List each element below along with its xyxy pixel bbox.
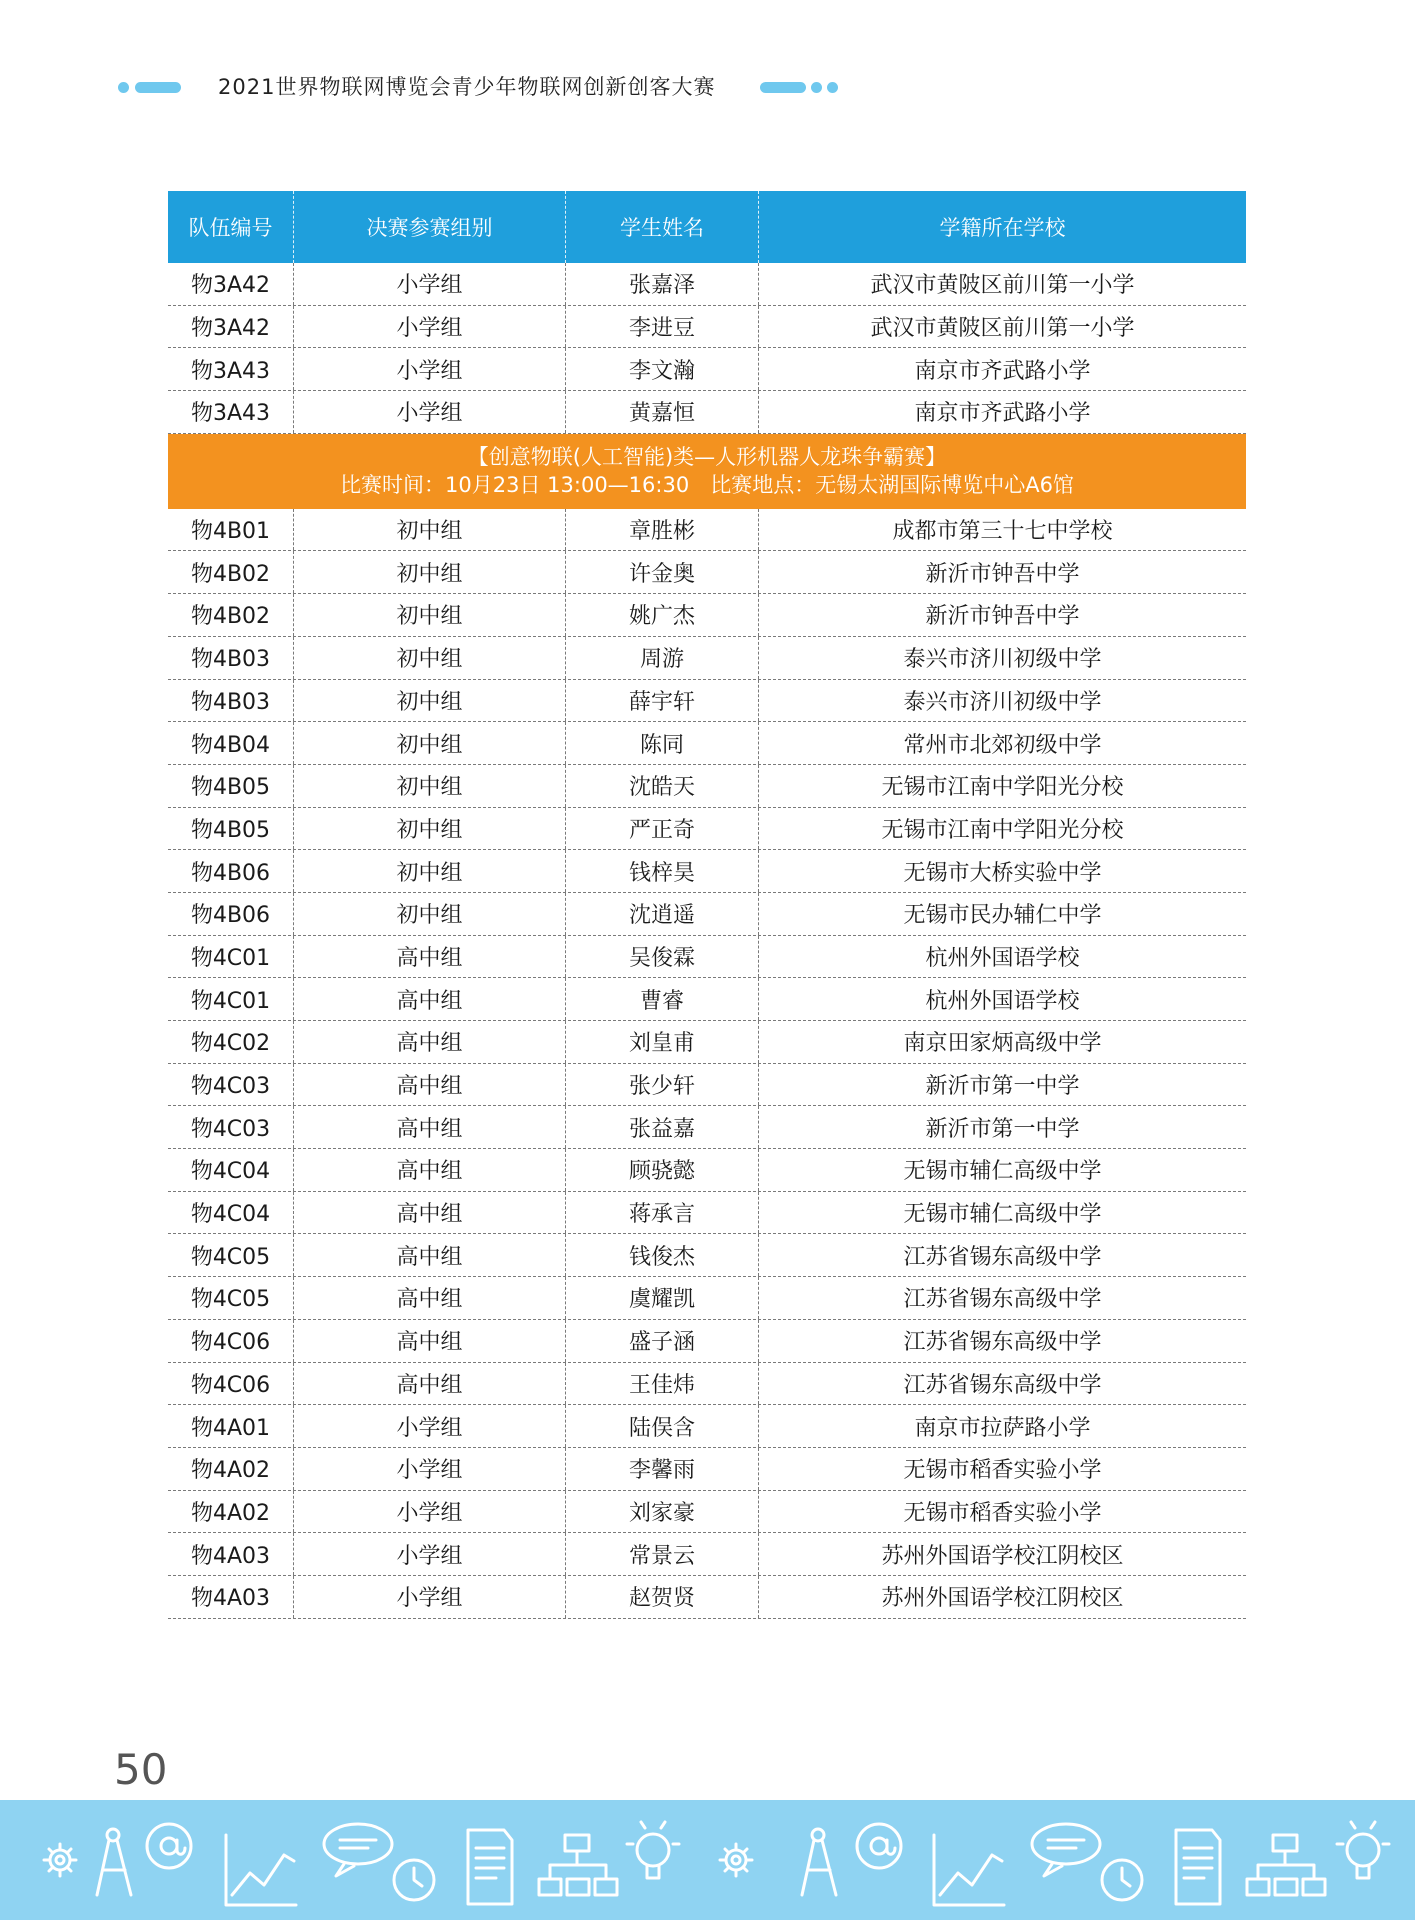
table-row — [168, 391, 1246, 434]
cell-group: 高中组 — [294, 1277, 566, 1319]
cell-student-name: 吴俊霖 — [566, 936, 759, 978]
cell-school: 成都市第三十七中学校 — [892, 519, 1113, 545]
table-row — [168, 936, 1246, 979]
table-row — [168, 850, 1246, 893]
cell-school: 泰兴市济川初级中学 — [903, 647, 1102, 673]
table-row — [168, 1192, 1246, 1235]
compass-icon — [97, 1829, 131, 1895]
cell-team-id: 物4B03 — [168, 637, 294, 679]
clock-icon — [394, 1860, 434, 1900]
cell-student-name: 蒋承言 — [566, 1192, 759, 1234]
header-dot-icon — [827, 82, 838, 93]
table-row — [168, 1448, 1246, 1491]
cell-school: 新沂市第一中学 — [925, 1074, 1080, 1100]
cell-student-name: 陆俣含 — [566, 1405, 759, 1447]
cell-group: 高中组 — [294, 1021, 566, 1063]
column-header-school: 学籍所在学校 — [939, 216, 1066, 240]
cell-team-id: 物4C05 — [168, 1277, 294, 1319]
cell-school: 武汉市黄陂区前川第一小学 — [870, 273, 1135, 299]
cell-school: 江苏省锡东高级中学 — [903, 1287, 1102, 1313]
compass-icon — [802, 1829, 836, 1895]
flowchart-icon — [539, 1835, 617, 1895]
cell-team-id: 物3A42 — [168, 263, 294, 305]
table-row — [168, 978, 1246, 1021]
cell-team-id: 物4B01 — [168, 509, 294, 551]
cell-group: 高中组 — [294, 1149, 566, 1191]
cell-school: 新沂市第一中学 — [925, 1116, 1080, 1142]
cell-group: 小学组 — [294, 263, 566, 305]
gear-icon — [720, 1844, 752, 1876]
cell-school: 无锡市江南中学阳光分校 — [881, 775, 1124, 801]
cell-school: 南京田家炳高级中学 — [903, 1031, 1102, 1057]
cell-team-id: 物4B05 — [168, 765, 294, 807]
cell-group: 小学组 — [294, 1405, 566, 1447]
cell-group: 小学组 — [294, 1448, 566, 1490]
cell-team-id: 物4B04 — [168, 722, 294, 764]
page-number: 50 — [114, 1745, 168, 1794]
cell-school: 江苏省锡东高级中学 — [903, 1244, 1102, 1270]
cell-group: 小学组 — [294, 391, 566, 433]
cell-student-name: 王佳炜 — [566, 1363, 759, 1405]
cell-group: 高中组 — [294, 1106, 566, 1148]
table-row — [168, 509, 1246, 552]
cell-school: 无锡市江南中学阳光分校 — [881, 817, 1124, 843]
cell-team-id: 物4C06 — [168, 1320, 294, 1362]
table-body-top — [168, 263, 1246, 434]
header-dot-icon — [811, 82, 822, 93]
cell-team-id: 物4B02 — [168, 594, 294, 636]
table-row — [168, 808, 1246, 851]
cell-team-id: 物3A43 — [168, 348, 294, 390]
cell-group: 小学组 — [294, 348, 566, 390]
cell-group: 高中组 — [294, 1234, 566, 1276]
cell-team-id: 物4B02 — [168, 551, 294, 593]
table-row — [168, 1277, 1246, 1320]
cell-team-id: 物4C06 — [168, 1363, 294, 1405]
document-icon — [1176, 1830, 1220, 1904]
table-row — [168, 306, 1246, 349]
cell-school: 新沂市钟吾中学 — [925, 561, 1080, 587]
cell-school: 新沂市钟吾中学 — [925, 604, 1080, 630]
lightbulb-icon — [1337, 1822, 1389, 1878]
table-row — [168, 1149, 1246, 1192]
cell-group: 初中组 — [294, 765, 566, 807]
roster-table — [168, 191, 1246, 1619]
cell-team-id: 物4C03 — [168, 1106, 294, 1148]
table-row — [168, 1106, 1246, 1149]
table-row — [168, 1533, 1246, 1576]
cell-group: 小学组 — [294, 1491, 566, 1533]
cell-student-name: 周游 — [566, 637, 759, 679]
table-row — [168, 637, 1246, 680]
header-pill-icon — [760, 82, 806, 93]
cell-student-name: 陈同 — [566, 722, 759, 764]
cell-team-id: 物3A43 — [168, 391, 294, 433]
cell-group: 高中组 — [294, 1192, 566, 1234]
cell-group: 初中组 — [294, 594, 566, 636]
cell-team-id: 物4A02 — [168, 1491, 294, 1533]
cell-student-name: 盛子涵 — [566, 1320, 759, 1362]
cell-group: 高中组 — [294, 1064, 566, 1106]
cell-team-id: 物4B03 — [168, 680, 294, 722]
chart-icon — [226, 1835, 296, 1905]
cell-group: 小学组 — [294, 306, 566, 348]
table-row — [168, 1064, 1246, 1107]
cell-school: 苏州外国语学校江阴校区 — [881, 1543, 1124, 1569]
cell-school: 常州市北郊初级中学 — [903, 732, 1102, 758]
cell-student-name: 黄嘉恒 — [566, 391, 759, 433]
cell-student-name: 张益嘉 — [566, 1106, 759, 1148]
cell-group: 初中组 — [294, 722, 566, 764]
cell-team-id: 物3A42 — [168, 306, 294, 348]
lightbulb-icon — [627, 1822, 679, 1878]
cell-school: 南京市拉萨路小学 — [914, 1415, 1091, 1441]
gear-icon — [44, 1844, 76, 1876]
cell-student-name: 张嘉泽 — [566, 263, 759, 305]
chart-icon — [934, 1835, 1004, 1905]
column-header-team-id: 队伍编号 — [168, 191, 294, 263]
cell-school: 无锡市稻香实验小学 — [903, 1458, 1102, 1484]
cell-team-id: 物4A02 — [168, 1448, 294, 1490]
table-row — [168, 765, 1246, 808]
column-header-group: 决赛参赛组别 — [294, 191, 566, 263]
cell-group: 初中组 — [294, 680, 566, 722]
cell-team-id: 物4B06 — [168, 893, 294, 935]
cell-student-name: 常景云 — [566, 1533, 759, 1575]
cell-student-name: 沈逍遥 — [566, 893, 759, 935]
cell-school: 南京市齐武路小学 — [914, 401, 1091, 427]
cell-group: 初中组 — [294, 808, 566, 850]
cell-group: 初中组 — [294, 551, 566, 593]
cell-student-name: 严正奇 — [566, 808, 759, 850]
column-header-student-name: 学生姓名 — [566, 191, 759, 263]
cell-team-id: 物4A03 — [168, 1576, 294, 1618]
cell-student-name: 钱梓昊 — [566, 850, 759, 892]
footer-icons — [0, 1800, 1415, 1920]
table-row — [168, 348, 1246, 391]
cell-student-name: 张少轩 — [566, 1064, 759, 1106]
cell-team-id: 物4C04 — [168, 1192, 294, 1234]
at-icon — [857, 1824, 901, 1868]
cell-student-name: 姚广杰 — [566, 594, 759, 636]
cell-group: 高中组 — [294, 978, 566, 1020]
banner-schedule: 比赛时间：10月23日 13:00—16:30 比赛地点：无锡太湖国际博览中心A6馆 — [340, 473, 1074, 498]
clock-icon — [1102, 1860, 1142, 1900]
footer-band — [0, 1800, 1415, 1920]
table-row — [168, 1320, 1246, 1363]
cell-team-id: 物4C04 — [168, 1149, 294, 1191]
cell-team-id: 物4C01 — [168, 936, 294, 978]
header-title: 2021世界物联网博览会青少年物联网创新创客大赛 — [218, 75, 716, 99]
cell-team-id: 物4B05 — [168, 808, 294, 850]
cell-student-name: 钱俊杰 — [566, 1234, 759, 1276]
cell-school: 苏州外国语学校江阴校区 — [881, 1586, 1124, 1612]
cell-team-id: 物4A03 — [168, 1533, 294, 1575]
cell-group: 初中组 — [294, 893, 566, 935]
table-row — [168, 263, 1246, 306]
category-banner — [168, 434, 1246, 509]
cell-group: 初中组 — [294, 509, 566, 551]
table-header — [168, 191, 1246, 263]
table-row — [168, 1234, 1246, 1277]
cell-student-name: 许金奥 — [566, 551, 759, 593]
cell-team-id: 物4C03 — [168, 1064, 294, 1106]
cell-school: 杭州外国语学校 — [925, 945, 1080, 971]
table-row — [168, 1405, 1246, 1448]
flowchart-icon — [1247, 1835, 1325, 1895]
cell-student-name: 李文瀚 — [566, 348, 759, 390]
cell-student-name: 李馨雨 — [566, 1448, 759, 1490]
table-row — [168, 1491, 1246, 1534]
banner-title: 【创意物联(人工智能)类—人形机器人龙珠争霸赛】 — [467, 445, 947, 470]
cell-student-name: 李进豆 — [566, 306, 759, 348]
cell-team-id: 物4C02 — [168, 1021, 294, 1063]
table-body-bottom — [168, 509, 1246, 1619]
cell-student-name: 刘皇甫 — [566, 1021, 759, 1063]
table-row — [168, 551, 1246, 594]
cell-student-name: 虞耀凯 — [566, 1277, 759, 1319]
cell-school: 江苏省锡东高级中学 — [903, 1330, 1102, 1356]
at-icon — [147, 1824, 191, 1868]
cell-group: 初中组 — [294, 850, 566, 892]
cell-student-name: 刘家豪 — [566, 1491, 759, 1533]
cell-student-name: 赵贺贤 — [566, 1576, 759, 1618]
cell-school: 泰兴市济川初级中学 — [903, 689, 1102, 715]
cell-school: 无锡市辅仁高级中学 — [903, 1159, 1102, 1185]
header-dot-icon — [118, 82, 129, 93]
cell-student-name: 顾骁懿 — [566, 1149, 759, 1191]
cell-school: 无锡市民办辅仁中学 — [903, 903, 1102, 929]
cell-group: 高中组 — [294, 936, 566, 978]
cell-group: 高中组 — [294, 1320, 566, 1362]
table-row — [168, 1576, 1246, 1619]
cell-group: 小学组 — [294, 1576, 566, 1618]
cell-school: 江苏省锡东高级中学 — [903, 1372, 1102, 1398]
cell-group: 高中组 — [294, 1363, 566, 1405]
chat-icon — [1032, 1824, 1100, 1876]
table-row — [168, 893, 1246, 936]
cell-team-id: 物4A01 — [168, 1405, 294, 1447]
cell-group: 小学组 — [294, 1533, 566, 1575]
cell-team-id: 物4B06 — [168, 850, 294, 892]
cell-school: 无锡市稻香实验小学 — [903, 1500, 1102, 1526]
cell-student-name: 曹睿 — [566, 978, 759, 1020]
cell-school: 杭州外国语学校 — [925, 988, 1080, 1014]
table-row — [168, 1363, 1246, 1406]
document-icon — [468, 1830, 512, 1904]
table-row — [168, 594, 1246, 637]
chat-icon — [324, 1824, 392, 1876]
cell-school: 武汉市黄陂区前川第一小学 — [870, 316, 1135, 342]
cell-group: 初中组 — [294, 637, 566, 679]
cell-team-id: 物4C05 — [168, 1234, 294, 1276]
header-pill-icon — [135, 82, 181, 93]
table-row — [168, 722, 1246, 765]
cell-student-name: 沈皓天 — [566, 765, 759, 807]
cell-team-id: 物4C01 — [168, 978, 294, 1020]
cell-school: 无锡市大桥实验中学 — [903, 860, 1102, 886]
cell-school: 南京市齐武路小学 — [914, 358, 1091, 384]
page-header — [0, 72, 1415, 102]
table-row — [168, 680, 1246, 723]
cell-school: 无锡市辅仁高级中学 — [903, 1202, 1102, 1228]
cell-student-name: 薛宇轩 — [566, 680, 759, 722]
table-row — [168, 1021, 1246, 1064]
cell-student-name: 章胜彬 — [566, 509, 759, 551]
